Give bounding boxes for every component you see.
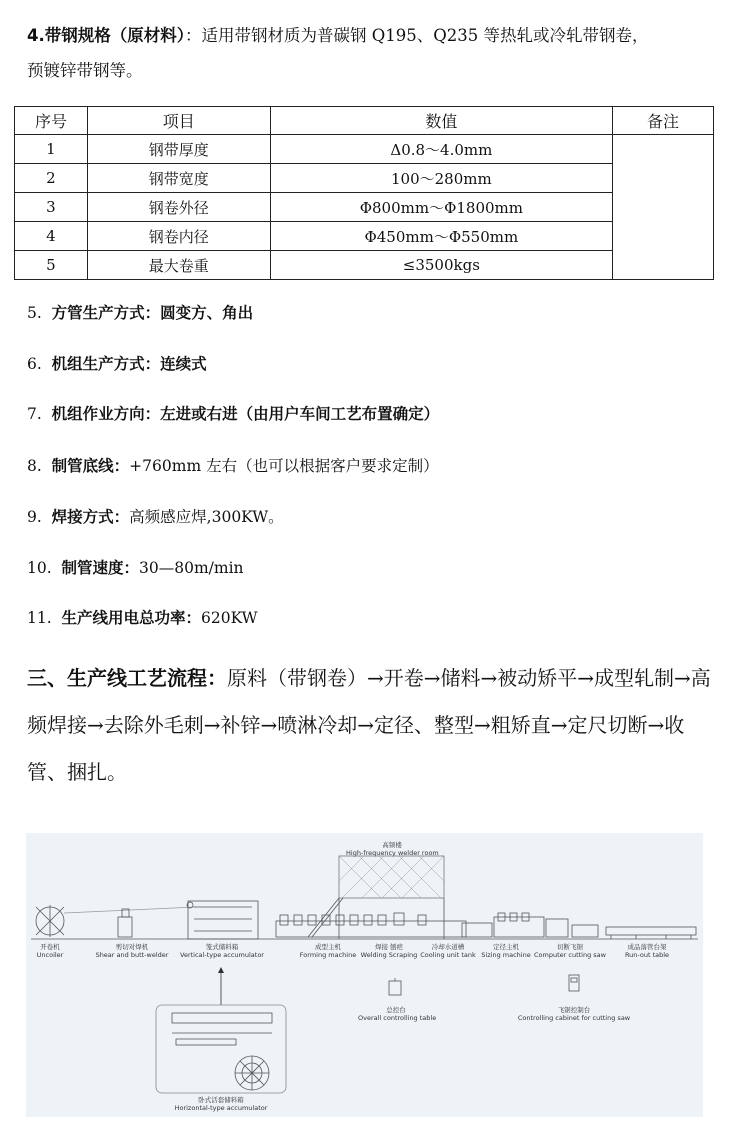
intro-heading: 4.带钢规格（原材料） <box>27 26 185 45</box>
control-table-label: 总控台 Overall controlling table <box>358 1006 437 1022</box>
intro-text-1: ：适用带钢材质为普碳钢 Q195、Q235 等热轧或冷轧带钢卷， <box>185 26 649 45</box>
production-line-drawing <box>26 833 703 1117</box>
item-num: 9. <box>27 508 42 526</box>
item-value: +760mm 左右（也可以根据客户要求定制） <box>129 457 439 475</box>
header-item: 项目 <box>87 107 270 135</box>
item-value: 620KW <box>201 609 258 627</box>
row-no: 3 <box>15 193 88 222</box>
intro-text-2: 预镀锌带钢等。 <box>27 61 143 80</box>
table-row <box>15 222 714 251</box>
row-item: 钢带厚度 <box>87 135 270 164</box>
row-value: ≤3500kgs <box>270 251 613 280</box>
row-value: Φ800mm～Φ1800mm <box>270 193 613 222</box>
machine-label: 成品落管台架 Run-out table <box>624 943 670 959</box>
machine-label: 开卷机 Uncoiler <box>36 943 64 959</box>
list-item <box>27 301 253 323</box>
row-value: Φ450mm～Φ550mm <box>270 222 613 251</box>
list-item <box>27 454 439 476</box>
room-label-en: High-frequency welder room <box>346 849 439 857</box>
item-value: 高频感应焊,300KW。 <box>129 508 284 526</box>
item-label: 机组生产方式： <box>51 355 161 373</box>
production-line-diagram <box>26 833 703 1117</box>
machine-label: 焊接 刨疤 Welding Scraping <box>360 943 418 959</box>
row-item: 钢卷外径 <box>87 193 270 222</box>
item-label: 方管生产方式： <box>51 304 161 322</box>
item-num: 6. <box>27 355 42 373</box>
table-row <box>15 135 714 164</box>
table-row <box>15 193 714 222</box>
header-no: 序号 <box>15 107 88 135</box>
table-row <box>15 251 714 280</box>
row-no: 4 <box>15 222 88 251</box>
room-label-cn: 高频楼 <box>382 841 402 849</box>
room-label <box>346 841 438 857</box>
machine-label: 剪切对焊机 Shear and butt-welder <box>95 943 169 959</box>
saw-cabinet-label: 飞锯控制台 Controlling cabinet for cutting saw <box>517 1006 631 1022</box>
row-no: 5 <box>15 251 88 280</box>
item-label: 制管速度： <box>61 559 140 577</box>
horizontal-accumulator-label: 卧式活套储料箱 Horizontal-type accumulator <box>174 1096 268 1112</box>
machine-label: 冷却水道槽 Cooling unit tank <box>420 943 476 959</box>
table-header-row <box>15 107 714 135</box>
item-num: 5. <box>27 304 42 322</box>
process-heading: 三、生产线工艺流程： <box>27 666 227 690</box>
table-row <box>15 164 714 193</box>
row-value: 100～280mm <box>270 164 613 193</box>
list-item <box>27 556 244 578</box>
row-item: 钢卷内径 <box>87 222 270 251</box>
list-item <box>27 606 258 628</box>
item-label: 机组作业方向： <box>51 405 161 423</box>
row-no: 2 <box>15 164 88 193</box>
list-item <box>27 402 439 424</box>
item-value: 30—80m/min <box>139 559 244 577</box>
process-text: 原料（带钢卷）→开卷→储料→被动矫平→成型轧制→高频焊接→去除外毛刺→补锌→喷淋冷却→定径、整型→粗矫直→定尺切断→收管、捆扎。 <box>27 666 711 784</box>
row-no: 1 <box>15 135 88 164</box>
item-label: 焊接方式： <box>51 508 130 526</box>
item-label: 生产线用电总功率： <box>61 609 202 627</box>
row-value: Δ0.8～4.0mm <box>270 135 613 164</box>
row-item: 钢带宽度 <box>87 164 270 193</box>
row-item: 最大卷重 <box>87 251 270 280</box>
machine-label: 定径主机 Sizing machine <box>481 943 531 959</box>
header-remark: 备注 <box>613 107 714 135</box>
item-label: 制管底线： <box>51 457 130 475</box>
item-value: 左进或右进（由用户车间工艺布置确定） <box>160 405 440 423</box>
machine-label: 笼式储料箱 Vertical-type accumulator <box>180 943 264 959</box>
process-flow-paragraph <box>27 655 712 796</box>
list-item <box>27 505 284 527</box>
header-value: 数值 <box>270 107 613 135</box>
machine-label: 切断飞锯 Computer cutting saw <box>534 943 606 959</box>
item-value: 连续式 <box>160 355 207 373</box>
item-num: 10. <box>27 559 52 577</box>
strip-spec-table <box>14 106 714 280</box>
item-value: 圆变方、角出 <box>160 304 254 322</box>
remark-cell <box>613 135 714 280</box>
machine-label: 成型主机 Forming machine <box>299 943 357 959</box>
item-num: 7. <box>27 405 42 423</box>
item-num: 11. <box>27 609 52 627</box>
intro-paragraph <box>27 18 717 88</box>
list-item <box>27 352 207 374</box>
item-num: 8. <box>27 457 42 475</box>
